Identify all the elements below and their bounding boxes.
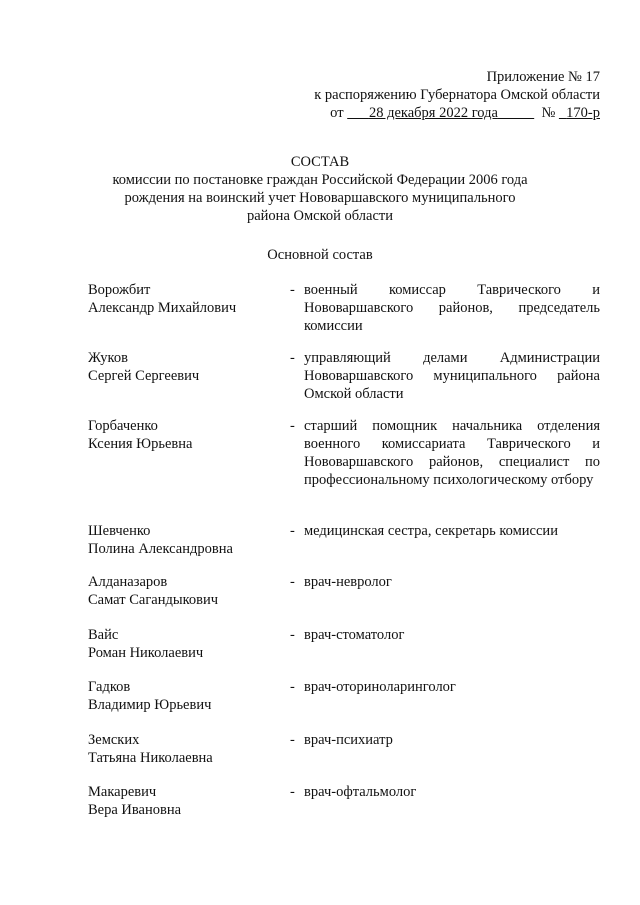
appendix-date-line [314, 104, 600, 122]
member-role-text: врач-офтальмолог [304, 784, 417, 800]
appendix-header [314, 68, 600, 122]
member-role-text: врач-психиатр [304, 732, 393, 748]
member-given-names: Ксения Юрьевна [88, 436, 193, 452]
member-role [290, 417, 600, 489]
member-name [88, 783, 278, 819]
order-number: 170-р [566, 105, 600, 121]
dash: - [290, 418, 295, 434]
dash: - [290, 574, 295, 590]
member-name [88, 573, 278, 609]
member-given-names: Полина Александровна [88, 541, 233, 557]
title-line-2: рождения на воинский учет Нововаршавского муниципального [124, 190, 516, 206]
member-given-names: Вера Ивановна [88, 802, 182, 818]
member-given-names: Татьяна Николаевна [88, 750, 213, 766]
member-name [88, 626, 278, 662]
member-name [88, 281, 278, 317]
member-surname: Шевченко [88, 523, 151, 539]
order-date: 28 декабря 2022 года [368, 105, 498, 121]
dash: - [290, 523, 295, 539]
member-role-text: старший помощник начальника отделения военного комиссариата Таврического и Нововаршавского районов, специалист по профессиональному психологическому отбору [304, 418, 600, 488]
member-surname: Горбаченко [88, 418, 158, 434]
dash: - [290, 732, 295, 748]
member-role-text: врач-стоматолог [304, 627, 405, 643]
appendix-number: Приложение № 17 [486, 69, 600, 85]
member-name [88, 731, 278, 767]
section-heading: Основной состав [267, 247, 373, 263]
dash: - [290, 679, 295, 695]
member-surname: Ворожбит [88, 282, 151, 298]
member-role-text: медицинская сестра, секретарь комиссии [304, 523, 558, 539]
title-line-3: района Омской области [246, 208, 393, 224]
member-role [290, 626, 600, 644]
member-role-text: врач-невролог [304, 574, 392, 590]
from-label: от [330, 105, 344, 121]
member-role-text: врач-оториноларинголог [304, 679, 456, 695]
member-name [88, 678, 278, 714]
member-surname: Земских [88, 732, 140, 748]
member-role [290, 522, 600, 540]
member-role-text: военный комиссар Таврического и Нововаршавского районов, председатель комиссии [304, 282, 600, 334]
member-surname: Вайс [88, 627, 119, 643]
document-title [0, 153, 640, 225]
member-role [290, 731, 600, 749]
member-surname: Жуков [88, 350, 128, 366]
title-heading: СОСТАВ [290, 154, 350, 170]
member-role-text: управляющий делами Администрации Нововаршавского муниципального района Омской области [304, 350, 600, 402]
dash: - [290, 627, 295, 643]
member-surname: Алданазаров [88, 574, 168, 590]
appendix-order: к распоряжению Губернатора Омской области [314, 87, 600, 103]
title-line-1: комиссии по постановке граждан Российской Федерации 2006 года [112, 172, 528, 188]
member-given-names: Александр Михайлович [88, 300, 237, 316]
member-surname: Макаревич [88, 784, 157, 800]
member-name [88, 522, 278, 558]
number-label: № [541, 105, 556, 121]
dash: - [290, 350, 295, 366]
member-role [290, 573, 600, 591]
member-role [290, 281, 600, 335]
member-role [290, 678, 600, 696]
member-given-names: Сергей Сергеевич [88, 368, 200, 384]
member-given-names: Самат Сагандыкович [88, 592, 219, 608]
member-name [88, 417, 278, 453]
dash: - [290, 784, 295, 800]
member-role [290, 349, 600, 403]
member-given-names: Владимир Юрьевич [88, 697, 212, 713]
member-surname: Гадков [88, 679, 131, 695]
dash: - [290, 282, 295, 298]
member-given-names: Роман Николаевич [88, 645, 204, 661]
member-role [290, 783, 600, 801]
member-name [88, 349, 278, 385]
